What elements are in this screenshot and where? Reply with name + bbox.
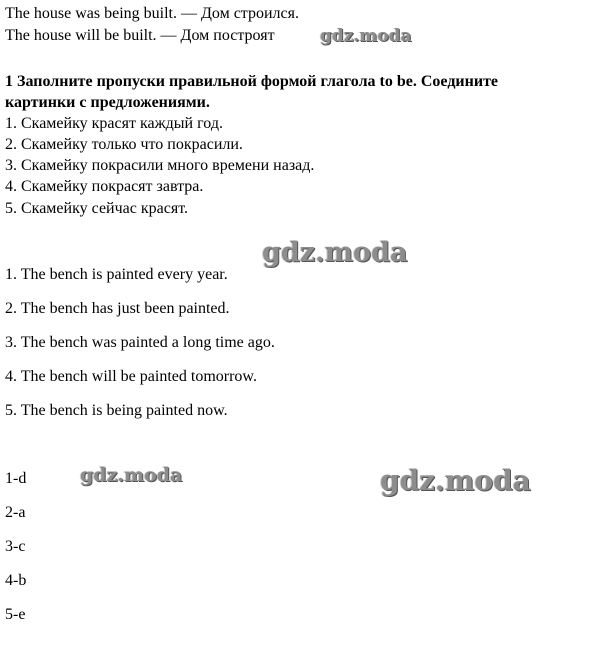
watermark-small: gdz.moda [80,464,183,486]
english-sentence-4: 4. The bench will be painted tomorrow. [5,368,257,385]
russian-sentence-5: 5. Скамейку сейчас красят. [5,200,188,217]
task-heading-line-1: 1 Заполните пропуски правильной формой глагола to be. Соедините [5,73,499,90]
english-sentence-5: 5. The bench is being painted now. [5,402,228,419]
answer-4: 4-b [5,572,27,589]
watermark-inline: gdz.moda [320,26,412,46]
answer-3: 3-c [5,538,26,555]
example-line-2: The house will be built. — Дом построят [5,27,275,44]
english-sentence-1: 1. The bench is painted every year. [5,266,228,283]
russian-sentence-4: 4. Скамейку покрасят завтра. [5,178,204,195]
russian-sentence-3: 3. Скамейку покрасили много времени назад. [5,157,315,174]
example-line-1: The house was being built. — Дом строился. [5,5,299,22]
watermark-center: gdz.moda [262,237,408,268]
russian-sentence-2: 2. Скамейку только что покрасили. [5,136,243,153]
answer-1: 1-d [5,470,27,487]
watermark-large: gdz.moda [380,464,531,497]
task-heading-line-2: картинки с предложениями. [5,94,210,111]
english-sentence-3: 3. The bench was painted a long time ago. [5,334,275,351]
russian-sentence-1: 1. Скамейку красят каждый год. [5,115,223,132]
english-sentence-2: 2. The bench has just been painted. [5,300,230,317]
answer-2: 2-a [5,504,26,521]
answer-5: 5-e [5,606,26,623]
